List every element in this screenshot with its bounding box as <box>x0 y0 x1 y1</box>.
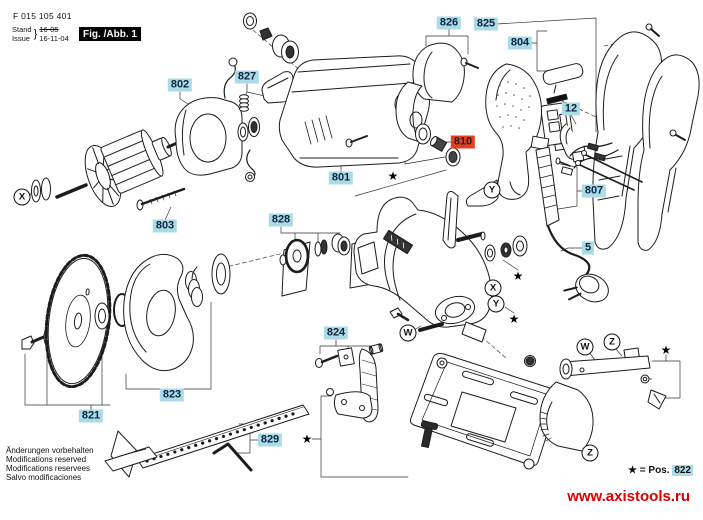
ref-marker-Z: Z <box>604 334 621 351</box>
bevel-quadrant-drawing <box>540 382 593 451</box>
part-label-821: 821 <box>79 410 103 423</box>
ref-marker-Z: Z <box>582 445 599 462</box>
star-marker: ★ <box>660 343 672 357</box>
star-note-part-number: 822 <box>674 465 691 476</box>
superseded-date: 16-05 <box>39 25 59 34</box>
revision-notice <box>6 446 94 482</box>
ref-marker-Y: Y <box>484 182 501 199</box>
brace-glyph: } <box>33 28 38 40</box>
revision-labels <box>12 26 32 43</box>
armature-drawing <box>32 128 195 211</box>
part-label-823: 823 <box>160 389 184 402</box>
front-column-drawing <box>466 64 541 206</box>
hex-key-drawing <box>214 444 251 470</box>
part-label-12: 12 <box>562 103 580 116</box>
star-marker: ★ <box>387 169 399 183</box>
star-marker: ★ <box>301 432 313 446</box>
star-position-note <box>628 465 693 476</box>
revision-notice-line: Modifications reserved <box>6 455 87 464</box>
revision-dates <box>39 26 68 43</box>
depth-lever-824-drawing <box>316 343 384 422</box>
saw-body-drawing <box>354 192 527 343</box>
part-label-5: 5 <box>582 242 594 255</box>
revision-notice-line: Salvo modificaciones <box>6 473 82 482</box>
part-label-803: 803 <box>153 220 177 233</box>
part-label-827: 827 <box>235 71 259 84</box>
part-label-828: 828 <box>269 214 293 227</box>
watermark-link[interactable]: www.axistools.ru <box>567 488 690 505</box>
lower-guard-823-drawing <box>124 254 230 371</box>
screw-803-drawing <box>137 189 184 210</box>
star-marker: ★ <box>508 312 520 326</box>
base-plate-drawing <box>410 354 560 470</box>
saw-blade-821-drawing <box>22 252 130 391</box>
handle-shells-825-drawing <box>593 24 699 250</box>
figure-badge: Fig. /Abb. 1 <box>79 27 141 41</box>
ref-marker-W: W <box>400 325 417 342</box>
part-label-804: 804 <box>508 37 532 50</box>
document-number: F 015 105 401 <box>13 11 72 21</box>
stand-label: Stand <box>12 25 32 34</box>
ref-marker-X: X <box>14 189 31 206</box>
part-label-825: 825 <box>474 18 498 31</box>
part-label-829: 829 <box>258 434 282 447</box>
revision-notice-line: Änderungen vorbehalten <box>6 446 94 455</box>
ref-marker-Y: Y <box>488 296 505 313</box>
stator-802-drawing <box>175 58 242 175</box>
part-label-801: 801 <box>329 172 353 185</box>
revision-notice-line: Modifications reservees <box>6 464 91 473</box>
revision-block <box>12 26 69 43</box>
part-label-826: 826 <box>437 17 461 30</box>
ref-marker-X: X <box>485 280 502 297</box>
gear-828-drawing <box>280 234 350 272</box>
issue-label: Issue <box>12 33 30 43</box>
star-note-text: ★ = Pos. <box>628 465 670 476</box>
ref-marker-W: W <box>577 339 594 356</box>
star-marker: ★ <box>512 269 524 283</box>
part-label-807: 807 <box>582 185 606 198</box>
part-label-824: 824 <box>324 327 348 340</box>
part-label-802: 802 <box>168 79 192 92</box>
part-label-810: 810 <box>451 136 475 149</box>
issue-date: 16-11-04 <box>39 33 69 43</box>
